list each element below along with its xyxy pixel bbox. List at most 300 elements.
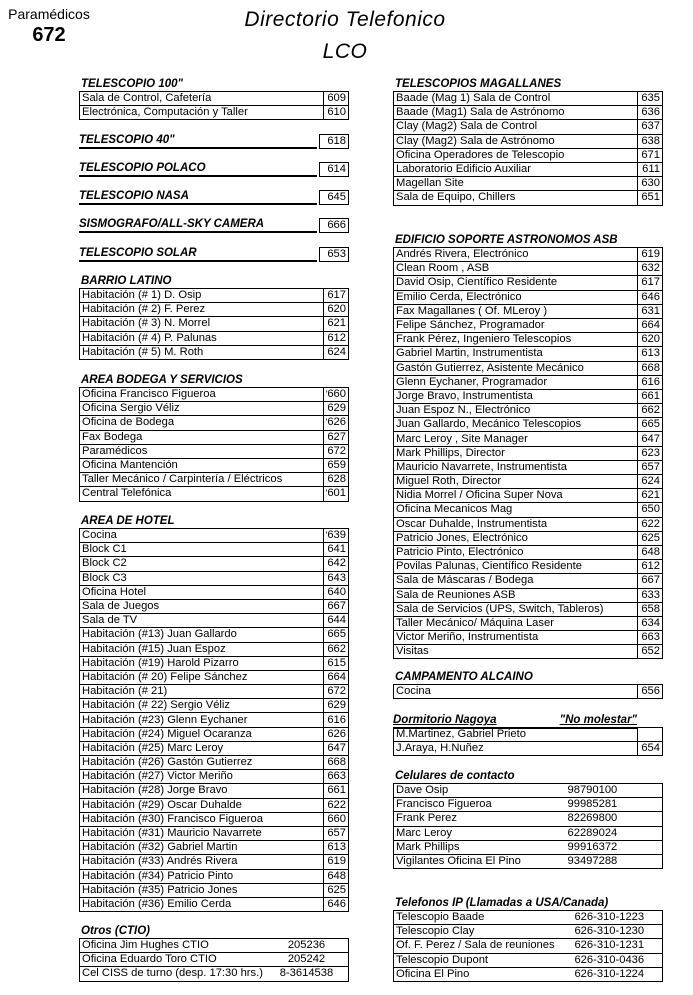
table-row	[80, 388, 349, 402]
table-row	[394, 602, 663, 616]
extension-number: 631	[638, 304, 663, 318]
extension-number: 614	[319, 162, 349, 177]
entry-name: Telescopio Clay	[394, 925, 557, 939]
table-row	[394, 967, 663, 981]
entry-name: Habitación (# 1) D. Osip	[80, 289, 324, 303]
table-row	[80, 473, 349, 487]
extension-number: 634	[638, 616, 663, 630]
entry-name: Habitación (#19) Harold Pizarro	[80, 656, 324, 670]
table-area-hotel	[79, 528, 349, 912]
table-magallanes	[393, 91, 663, 206]
entry-name: Habitación (#34) Patricio Pinto	[80, 869, 324, 883]
entry-name: Habitación (#23) Glenn Eychaner	[80, 713, 324, 727]
entry-name: Electrónica, Computación y Taller	[80, 106, 324, 120]
entry-name: Habitación (#31) Mauricio Navarrete	[80, 826, 324, 840]
table-nagoya	[393, 727, 663, 756]
extension-number: ' 660	[323, 388, 348, 402]
table-celulares	[393, 783, 663, 869]
entry-name: Mark Phillips	[394, 840, 523, 854]
extension-number: 642	[323, 557, 348, 571]
entry-name: Telescopio Baade	[394, 911, 557, 925]
table-row	[394, 854, 663, 868]
entry-name: Habitación (#24) Miguel Ocaranza	[80, 727, 324, 741]
extension-number: 657	[638, 460, 663, 474]
table-row	[394, 389, 663, 403]
entry-name: Habitación (# 5) M. Roth	[80, 345, 324, 359]
extension-number: 617	[638, 276, 663, 290]
extension-number: 656	[638, 685, 663, 699]
extension-number: 625	[323, 883, 348, 897]
entry-name: Telescopio Dupont	[394, 953, 557, 967]
entry-name: Fax Bodega	[80, 430, 324, 444]
paramedicos-label: Paramédicos	[8, 6, 90, 22]
table-row	[80, 939, 349, 953]
extension-number: 633	[638, 588, 663, 602]
extension-number: 667	[323, 599, 348, 613]
entry-name: Oficina El Pino	[394, 967, 557, 981]
entry-name: Frank Pérez, Ingeniero Telescopios	[394, 333, 638, 347]
table-row	[394, 953, 663, 967]
section-title-asb: EDIFICIO SOPORTE ASTRONOMOS ASB	[395, 234, 618, 246]
extension-number: 648	[638, 545, 663, 559]
section-title-otros-ctio: Otros (CTIO)	[81, 925, 150, 937]
extension-number: 205236	[265, 939, 349, 953]
extension-number: 621	[638, 489, 663, 503]
entry-name: Habitación (#25) Marc Leroy	[80, 741, 324, 755]
extension-number: 613	[638, 347, 663, 361]
extension-number: 632	[638, 262, 663, 276]
table-row	[394, 106, 663, 120]
entry-name: Oficina Hotel	[80, 585, 324, 599]
table-row	[394, 826, 663, 840]
table-row	[80, 812, 349, 826]
paramedicos-number: 672	[32, 24, 66, 46]
entry-name: Sala de Reuniones ASB	[394, 588, 638, 602]
extension-number: 626-310-1230	[557, 925, 663, 939]
extension-number: 612	[638, 560, 663, 574]
table-row	[80, 402, 349, 416]
section-sismografo	[79, 217, 349, 233]
table-row	[80, 869, 349, 883]
table-row	[394, 276, 663, 290]
entry-name: Nidia Morrel / Oficina Super Nova	[394, 489, 638, 503]
extension-number: 654	[638, 742, 663, 756]
table-row	[394, 404, 663, 418]
nagoya-title: Dormitorio Nagoya	[393, 714, 497, 726]
extension-number: 99916372	[523, 840, 663, 854]
entry-name: Cocina	[394, 685, 638, 699]
table-telefonos-ip	[393, 910, 663, 982]
table-asb	[393, 247, 663, 659]
extension-number: 623	[638, 446, 663, 460]
entry-name: Juan Gallardo, Mecánico Telescopios	[394, 418, 638, 432]
entry-name: David Osip, Científico Residente	[394, 276, 638, 290]
entry-name: Mauricio Navarrete, Instrumentista	[394, 460, 638, 474]
table-row	[394, 347, 663, 361]
extension-number: 618	[319, 134, 349, 149]
table-row	[394, 784, 663, 798]
table-row	[80, 741, 349, 755]
extension-number: 622	[323, 798, 348, 812]
extension-number: 660	[323, 812, 348, 826]
table-row	[80, 614, 349, 628]
extension-number: 8-3614538	[265, 967, 349, 981]
table-row	[394, 191, 663, 205]
table-row	[80, 529, 349, 543]
entry-name: Cel CISS de turno (desp. 17:30 hrs.)	[80, 967, 265, 981]
table-row	[394, 134, 663, 148]
entry-name: Clay (Mag2) Sala de Control	[394, 120, 638, 134]
extension-number: 664	[638, 318, 663, 332]
table-row	[80, 599, 349, 613]
table-row	[394, 812, 663, 826]
section-title: SISMOGRAFO/ALL-SKY CAMERA	[79, 217, 317, 233]
entry-name: Clean Room , ASB	[394, 262, 638, 276]
table-barrio-latino	[79, 288, 349, 360]
extension-number: 643	[323, 571, 348, 585]
entry-name: Jorge Bravo, Instrumentista	[394, 389, 638, 403]
table-row	[394, 560, 663, 574]
extension-number: 624	[638, 475, 663, 489]
extension-number: 627	[323, 430, 348, 444]
section-telescopio-solar	[79, 246, 349, 262]
entry-name: Glenn Eychaner, Programador	[394, 375, 638, 389]
extension-number: 664	[323, 670, 348, 684]
extension-number: 629	[323, 699, 348, 713]
entry-name: Habitación (# 4) P. Palunas	[80, 331, 324, 345]
table-row	[394, 475, 663, 489]
table-row	[394, 925, 663, 939]
entry-name: Fax Magallanes ( Of. MLeroy )	[394, 304, 638, 318]
entry-name: Sala de TV	[80, 614, 324, 628]
page-title: Directorio Telefonico	[244, 8, 446, 31]
extension-number: 615	[323, 656, 348, 670]
entry-name: Baade (Mag 1) Sala de Control	[394, 92, 638, 106]
entry-name: Habitación (# 2) F. Perez	[80, 303, 324, 317]
extension-number: 662	[323, 642, 348, 656]
entry-name: Habitación (#36) Emilio Cerda	[80, 897, 324, 911]
entry-name: Habitación (#35) Patricio Jones	[80, 883, 324, 897]
table-row	[394, 840, 663, 854]
entry-name: Oficina Eduardo Toro CTIO	[80, 953, 265, 967]
entry-name: Magellan Site	[394, 177, 638, 191]
table-row	[80, 416, 349, 430]
extension-number: 611	[638, 162, 663, 176]
extension-number: 672	[323, 444, 348, 458]
entry-name: Vigilantes Oficina El Pino	[394, 854, 523, 868]
entry-name: Patricio Pinto, Electrónico	[394, 545, 638, 559]
extension-number: 613	[323, 841, 348, 855]
table-row	[394, 574, 663, 588]
extension-number: 619	[323, 855, 348, 869]
table-row	[80, 289, 349, 303]
entry-name: Habitación (#13) Juan Gallardo	[80, 628, 324, 642]
extension-number: 625	[638, 531, 663, 545]
entry-name: Habitación (#15) Juan Espoz	[80, 642, 324, 656]
entry-name: Marc Leroy , Site Manager	[394, 432, 638, 446]
table-row	[394, 162, 663, 176]
table-alcaino	[393, 684, 663, 699]
table-row	[394, 798, 663, 812]
entry-name: M.Martinez, Gabriel Prieto	[394, 728, 638, 742]
table-row	[394, 248, 663, 262]
extension-number: 640	[323, 585, 348, 599]
extension-number: 624	[324, 345, 349, 359]
table-row	[80, 444, 349, 458]
extension-number: 663	[638, 631, 663, 645]
table-row	[80, 756, 349, 770]
entry-name: Clay (Mag2) Sala de Astrónomo	[394, 134, 638, 148]
extension-number: 626-310-0436	[557, 953, 663, 967]
entry-name: Habitación (#26) Gastón Gutierrez	[80, 756, 324, 770]
extension-number: ' 626	[323, 416, 348, 430]
entry-name: Visitas	[394, 645, 638, 659]
table-row	[394, 531, 663, 545]
section-title-barrio-latino: BARRIO LATINO	[81, 275, 172, 287]
table-row	[80, 897, 349, 911]
entry-name: Taller Mecánico/ Máquina Laser	[394, 616, 638, 630]
section-title-magallanes: TELESCOPIOS MAGALLANES	[395, 78, 562, 90]
table-row	[394, 290, 663, 304]
extension-number: 645	[319, 190, 349, 205]
entry-name: Victor Meriño, Instrumentista	[394, 631, 638, 645]
entry-name: Mark Phillips, Director	[394, 446, 638, 460]
table-row	[80, 585, 349, 599]
entry-name: Patricio Jones, Electrónico	[394, 531, 638, 545]
table-row	[394, 645, 663, 659]
table-row	[80, 543, 349, 557]
table-row	[80, 571, 349, 585]
extension-number: 659	[323, 458, 348, 472]
entry-name: Oficina Operadores de Telescopio	[394, 148, 638, 162]
extension-number: 646	[323, 897, 348, 911]
table-row	[80, 953, 349, 967]
table-area-bodega	[79, 387, 349, 502]
table-row	[394, 120, 663, 134]
extension-number: 638	[638, 134, 663, 148]
table-row	[394, 588, 663, 602]
entry-name: Oficina Mecanicos Mag	[394, 503, 638, 517]
extension-number: 668	[638, 361, 663, 375]
entry-name: Laboratorio Edificio Auxiliar	[394, 162, 638, 176]
extension-number: 621	[324, 317, 349, 331]
extension-number: 629	[323, 402, 348, 416]
extension-number: 668	[323, 756, 348, 770]
extension-number: 93497288	[523, 854, 663, 868]
table-row	[80, 345, 349, 359]
extension-number: 651	[638, 191, 663, 205]
extension-number: 667	[638, 574, 663, 588]
section-title-telescopio-100: TELESCOPIO 100"	[81, 78, 183, 90]
section-title-area-hotel: AREA DE HOTEL	[81, 515, 175, 527]
table-row	[394, 616, 663, 630]
entry-name: Baade (Mag1) Sala de Astrónomo	[394, 106, 638, 120]
extension-number: 620	[638, 333, 663, 347]
entry-name: Block C1	[80, 543, 324, 557]
extension-number: 99985281	[523, 798, 663, 812]
extension-number	[638, 728, 663, 742]
entry-name: Francisco Figueroa	[394, 798, 523, 812]
extension-number: 647	[638, 432, 663, 446]
section-title-telefonos-ip: Telefonos IP (Llamadas a USA/Canada)	[395, 897, 609, 909]
extension-number: 661	[323, 784, 348, 798]
entry-name: Habitación (# 21)	[80, 685, 324, 699]
table-row	[394, 517, 663, 531]
entry-name: Habitación (# 22) Sergio Véliz	[80, 699, 324, 713]
table-row	[80, 670, 349, 684]
table-row	[80, 106, 349, 120]
extension-number: 637	[638, 120, 663, 134]
extension-number: 626-310-1224	[557, 967, 663, 981]
table-row	[80, 487, 349, 501]
entry-name: Oscar Duhalde, Instrumentista	[394, 517, 638, 531]
table-row	[394, 92, 663, 106]
entry-name: J.Araya, H.Nuñez	[394, 742, 638, 756]
extension-number: 617	[324, 289, 349, 303]
table-row	[80, 727, 349, 741]
entry-name: Block C2	[80, 557, 324, 571]
table-row	[394, 685, 663, 699]
table-row	[80, 967, 349, 981]
entry-name: Central Telefónica	[80, 487, 324, 501]
extension-number: 616	[638, 375, 663, 389]
extension-number: 619	[638, 248, 663, 262]
entry-name: Gabriel Martin, Instrumentista	[394, 347, 638, 361]
section-telescopio-polaco	[79, 161, 349, 177]
section-title: TELESCOPIO SOLAR	[79, 246, 317, 262]
table-row	[394, 545, 663, 559]
page-subtitle: LCO	[322, 40, 368, 63]
extension-number: 612	[324, 331, 349, 345]
table-row	[394, 631, 663, 645]
extension-number: 650	[638, 503, 663, 517]
entry-name: Taller Mecánico / Carpintería / Eléctricos	[80, 473, 324, 487]
extension-number: 662	[638, 404, 663, 418]
entry-name: Cocina	[80, 529, 324, 543]
entry-name: Habitación (#30) Francisco Figueroa	[80, 812, 324, 826]
entry-name: Andrés Rivera, Electrónico	[394, 248, 638, 262]
entry-name: Sala de Juegos	[80, 599, 324, 613]
extension-number: 620	[324, 303, 349, 317]
table-row	[80, 642, 349, 656]
entry-name: Sala de Servicios (UPS, Switch, Tableros)	[394, 602, 638, 616]
extension-number: 626	[323, 727, 348, 741]
extension-number: 98790100	[523, 784, 663, 798]
extension-number: 635	[638, 92, 663, 106]
table-row	[80, 557, 349, 571]
entry-name: Gastón Gutierrez, Asistente Mecánico	[394, 361, 638, 375]
section-title-area-bodega: AREA BODEGA Y SERVICIOS	[81, 374, 243, 386]
table-row	[394, 262, 663, 276]
extension-number: 661	[638, 389, 663, 403]
extension-number: 665	[323, 628, 348, 642]
table-row	[394, 318, 663, 332]
table-row	[80, 770, 349, 784]
extension-number: 82269800	[523, 812, 663, 826]
extension-number: 672	[323, 685, 348, 699]
entry-name: Oficina Jim Hughes CTIO	[80, 939, 265, 953]
table-row	[80, 841, 349, 855]
section-title-alcaino: CAMPAMENTO ALCAINO	[395, 671, 533, 683]
table-row	[394, 418, 663, 432]
entry-name: Habitación (# 3) N. Morrel	[80, 317, 324, 331]
extension-number: 616	[323, 713, 348, 727]
extension-number: 609	[324, 92, 349, 106]
table-row	[80, 784, 349, 798]
extension-number: 658	[638, 602, 663, 616]
entry-name: Miguel Roth, Director	[394, 475, 638, 489]
entry-name: Povilas Palunas, Científico Residente	[394, 560, 638, 574]
section-title: TELESCOPIO NASA	[79, 189, 317, 205]
entry-name: Dave Osip	[394, 784, 523, 798]
table-telescopio-100	[79, 91, 349, 120]
extension-number: 630	[638, 177, 663, 191]
table-row	[80, 92, 349, 106]
table-row	[394, 911, 663, 925]
nagoya-note: "No molestar"	[559, 714, 637, 726]
table-row	[80, 331, 349, 345]
table-otros-ctio	[79, 938, 349, 982]
table-row	[394, 939, 663, 953]
extension-number: 644	[323, 614, 348, 628]
entry-name: Sala de Máscaras / Bodega	[394, 574, 638, 588]
table-row	[394, 333, 663, 347]
extension-number: 622	[638, 517, 663, 531]
table-row	[394, 177, 663, 191]
table-row	[80, 656, 349, 670]
entry-name: Marc Leroy	[394, 826, 523, 840]
section-title: TELESCOPIO 40"	[79, 133, 317, 149]
table-row	[394, 728, 663, 742]
extension-number: 62289024	[523, 826, 663, 840]
table-row	[80, 685, 349, 699]
entry-name: Habitación (#29) Oscar Duhalde	[80, 798, 324, 812]
table-row	[394, 503, 663, 517]
entry-name: Oficina Francisco Figueroa	[80, 388, 324, 402]
extension-number: 671	[638, 148, 663, 162]
extension-number: 626-310-1231	[557, 939, 663, 953]
table-row	[80, 798, 349, 812]
extension-number: 665	[638, 418, 663, 432]
entry-name: Of. F. Perez / Sala de reuniones	[394, 939, 557, 953]
section-title: TELESCOPIO POLACO	[79, 161, 317, 177]
extension-number: 657	[323, 826, 348, 840]
entry-name: Sala de Control, Cafetería	[80, 92, 324, 106]
table-row	[80, 713, 349, 727]
table-row	[80, 855, 349, 869]
extension-number: 647	[323, 741, 348, 755]
entry-name: Oficina Sergio Véliz	[80, 402, 324, 416]
entry-name: Sala de Equipo, Chillers	[394, 191, 638, 205]
table-row	[80, 699, 349, 713]
table-row	[80, 883, 349, 897]
table-row	[80, 303, 349, 317]
entry-name: Habitación (#32) Gabriel Martin	[80, 841, 324, 855]
entry-name: Frank Perez	[394, 812, 523, 826]
extension-number: 205242	[265, 953, 349, 967]
entry-name: Habitación (#33) Andrés Rivera	[80, 855, 324, 869]
table-row	[394, 742, 663, 756]
table-row	[80, 826, 349, 840]
extension-number: 626-310-1223	[557, 911, 663, 925]
extension-number: 628	[323, 473, 348, 487]
table-row	[394, 375, 663, 389]
extension-number: ' 639	[323, 529, 348, 543]
entry-name: Habitación (#27) Victor Meriño	[80, 770, 324, 784]
table-row	[394, 304, 663, 318]
entry-name: Habitación (#28) Jorge Bravo	[80, 784, 324, 798]
table-row	[394, 489, 663, 503]
